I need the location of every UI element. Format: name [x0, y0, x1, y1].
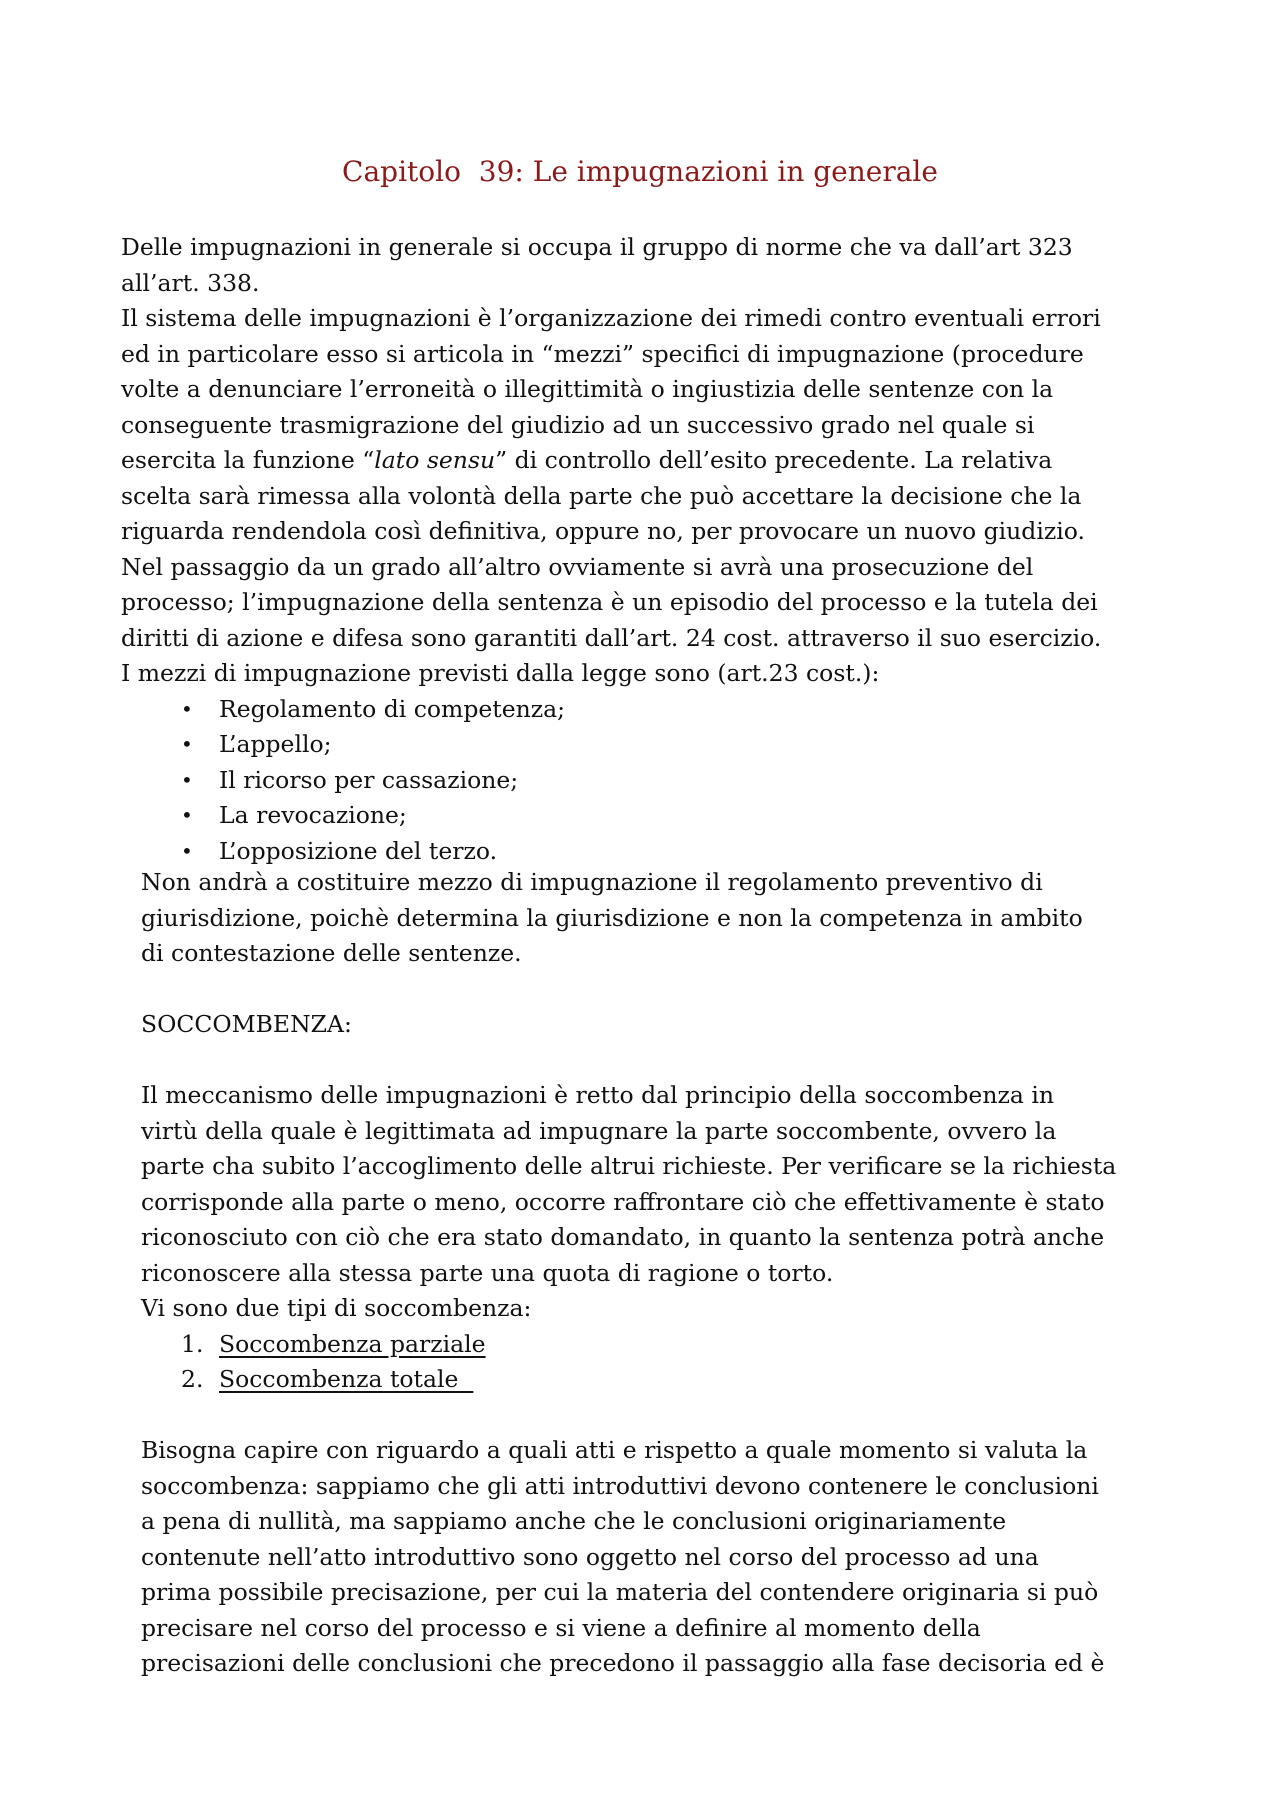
note-line: di contestazione delle sentenze. — [141, 939, 522, 967]
list-item-label: La revocazione; — [219, 801, 407, 829]
paragraph-line: precisare nel corso del processo e si viene a definire al momento della — [141, 1613, 981, 1642]
paragraph-line: I mezzi di impugnazione previsti dalla legge sono (art.23 cost.): — [121, 659, 880, 687]
list-item-label: Il ricorso per cassazione; — [219, 765, 519, 794]
list-item — [121, 798, 1201, 834]
blank-line — [141, 972, 1201, 1008]
paragraph-line: corrisponde alla parte o meno, occorre raffrontare ciò che effettivamente è stato — [141, 1187, 1105, 1216]
list-item — [141, 1327, 1201, 1363]
list-item — [121, 763, 1201, 799]
paragraph-line: virtù della quale è legittimata ad impugnare la parte soccombente, ovvero la — [141, 1116, 1057, 1145]
soccombenza-section — [141, 865, 1201, 1682]
paragraph-line: processo; l’impugnazione della sentenza è un episodio del processo e la tutela dei — [121, 588, 1098, 616]
paragraph-line: prima possibile precisazione, per cui la materia del contendere originaria si può — [141, 1578, 1099, 1606]
note-line: giurisdizione, poichè determina la giurisdizione e non la competenza in ambito — [141, 903, 1083, 932]
paragraph-line: riguarda rendendola così definitiva, oppure no, per provocare un nuovo giudizio. — [121, 517, 1085, 545]
means-list — [121, 692, 1201, 870]
list-item-label: L’appello; — [219, 730, 332, 758]
paragraph-line: Il sistema delle impugnazioni è l’organizzazione dei rimedi contro eventuali errori — [121, 304, 1101, 332]
section-heading: SOCCOMBENZA: — [141, 1010, 352, 1038]
paragraph-line: contenute nell’atto introduttivo sono oggetto nel corso del processo ad una — [141, 1542, 1039, 1571]
list-number: 2. — [181, 1365, 204, 1393]
bullet-icon: • — [181, 767, 193, 792]
paragraph-line: soccombenza: sappiamo che gli atti introduttivi devono contenere le conclusioni — [141, 1471, 1099, 1500]
paragraph-line: Bisogna capire con riguardo a quali atti e rispetto a quale momento si valuta la — [141, 1436, 1088, 1464]
paragraph-line: ed in particolare esso si articola in “mezzi” specifici di impugnazione (procedure — [121, 339, 1084, 368]
bullet-icon: • — [181, 732, 193, 756]
paragraph-line: Nel passaggio da un grado all’altro ovviamente si avrà una prosecuzione del — [121, 552, 1034, 581]
text-segment: ” di controllo dell’esito precedente. La relativa — [495, 446, 1053, 474]
bullet-icon: • — [181, 838, 193, 863]
blank-line — [141, 1043, 1201, 1079]
list-item-label: Regolamento di competenza; — [219, 694, 566, 723]
list-number: 1. — [181, 1329, 204, 1358]
note-line: Non andrà a costituire mezzo di impugnazione il regolamento preventivo di — [141, 868, 1043, 896]
bullet-icon: • — [181, 696, 193, 721]
bullet-icon: • — [181, 803, 193, 827]
paragraph-line: diritti di azione e difesa sono garantiti dall’art. 24 cost. attraverso il suo esercizio. — [121, 623, 1102, 652]
list-item — [121, 834, 1201, 870]
paragraph-line: conseguente trasmigrazione del giudizio ad un successivo grado nel quale si — [121, 410, 1035, 439]
paragraph-line: Vi sono due tipi di soccombenza: — [141, 1294, 532, 1322]
italic-term: lato sensu — [374, 446, 496, 474]
paragraph-line: Delle impugnazioni in generale si occupa il gruppo di norme che va dall’art 323 — [121, 233, 1073, 261]
types-list — [141, 1327, 1201, 1398]
paragraph-line-lato-sensu — [121, 443, 1201, 479]
paragraph-line: precisazioni delle conclusioni che precedono il passaggio alla fase decisoria ed è — [141, 1649, 1105, 1677]
text-segment: esercita la funzione “ — [121, 446, 375, 474]
paragraph-line: riconosciuto con ciò che era stato domandato, in quanto la sentenza potrà anche — [141, 1223, 1105, 1251]
page-title: Capitolo 39: Le impugnazioni in generale — [342, 155, 938, 188]
paragraph-line: Il meccanismo delle impugnazioni è retto dal principio della soccombenza in — [141, 1081, 1054, 1109]
list-item-label: Soccombenza parziale — [219, 1329, 486, 1358]
paragraph-line: a pena di nullità, ma sappiamo anche che le conclusioni originariamente — [141, 1507, 1007, 1535]
paragraph-line: volte a denunciare l’erroneità o illegittimità o ingiustizia delle sentenze con la — [121, 375, 1054, 403]
paragraph-line: parte cha subito l’accoglimento delle altrui richieste. Per verificare se la richiesta — [141, 1152, 1117, 1180]
paragraph-line: riconoscere alla stessa parte una quota di ragione o torto. — [141, 1258, 834, 1287]
intro-section — [121, 230, 1201, 869]
list-item — [121, 692, 1201, 728]
list-item-label: Soccombenza totale — [219, 1365, 474, 1393]
paragraph-line: scelta sarà rimessa alla volontà della parte che può accettare la decisione che la — [121, 481, 1082, 510]
paragraph-line: all’art. 338. — [121, 268, 260, 297]
blank-line — [141, 1398, 1201, 1434]
list-item — [141, 1362, 1201, 1398]
list-item — [121, 727, 1201, 763]
list-item-label: L’opposizione del terzo. — [219, 836, 498, 865]
